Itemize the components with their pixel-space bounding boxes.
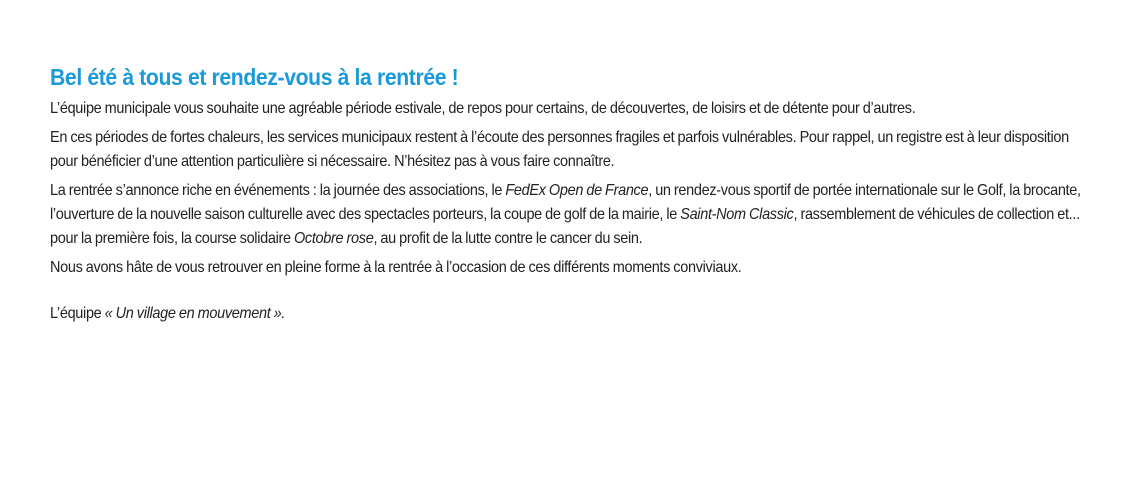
event-saint-nom-classic: Saint-Nom Classic [680,206,794,223]
events-text-1: La rentrée s’annonce riche en événements : la journée des associations, le [50,182,506,199]
event-fedex-open: FedEx Open de France [505,182,649,199]
event-octobre-rose: Octobre rose [293,230,374,247]
paragraph-closing: Nous avons hâte de vous retrouver en pleine forme à la rentrée à l’occasion de ces différents moments conviviaux. [50,259,742,276]
paragraph-summer-wishes: L’équipe municipale vous souhaite une agréable période estivale, de repos pour certains, de découvertes, de loisirs et de détente pour d’autres. [50,100,916,117]
article-title: Bel été à tous et rendez-vous à la rentrée ! [50,64,459,90]
events-text-2: , un rendez-vous sportif de portée internationale sur le Golf, la brocante, l’ouverture de la nouvelle saison culturelle avec des spectacles porteurs, la coupe de golf de la mairie, le [50,182,1081,223]
article-body [50,97,1100,326]
signature-prefix: L’équipe [50,305,105,322]
events-text-4: , au profit de la lutte contre le cancer du sein. [373,230,643,247]
paragraph-heatwave-register: En ces périodes de fortes chaleurs, les services municipaux restent à l’écoute des personnes fragiles et parfois vulnérables. Pour rappel, un registre est à leur disposition pour bénéficier d’une attention particulière si nécessaire. N’hésitez pas à vous faire connaître. [50,129,1069,170]
paragraph-events [50,179,1100,251]
events-text-3: , rassemblement de véhicules de collection et... pour la première fois, la course solidaire [50,206,1080,247]
signature [50,302,1100,326]
signature-team-name: « Un village en mouvement ». [104,305,286,322]
